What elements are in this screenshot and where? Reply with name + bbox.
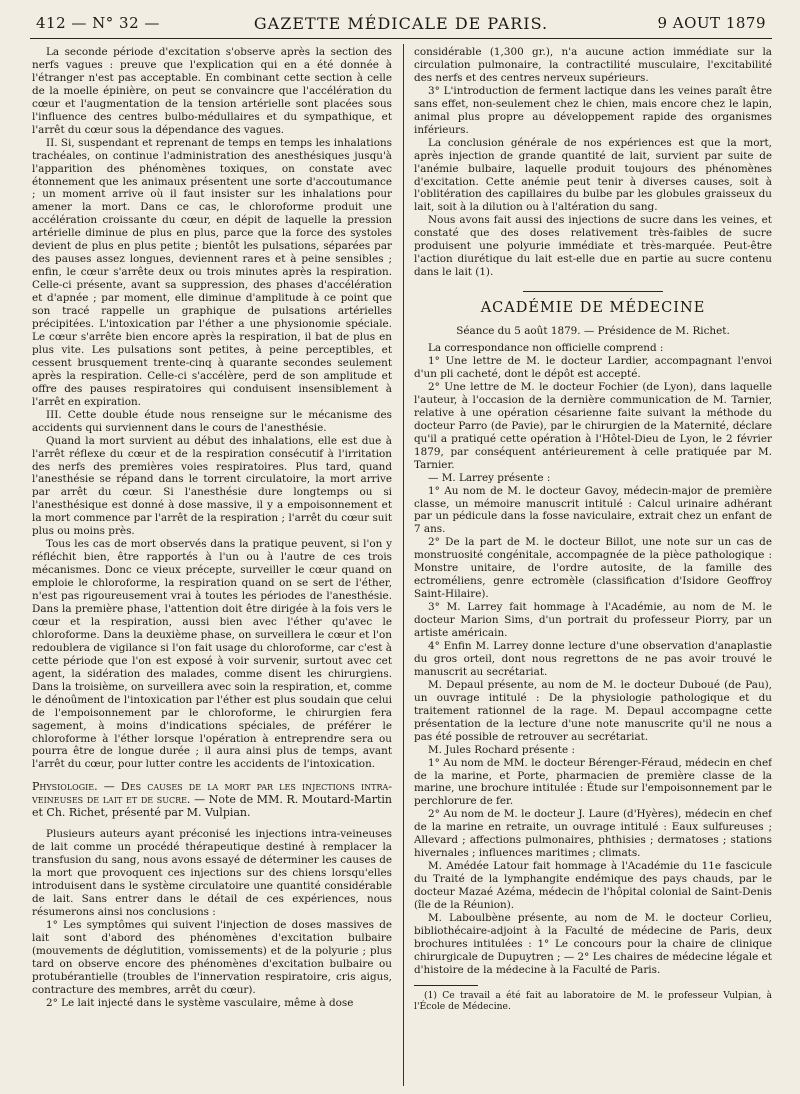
- paragraph: Tous les cas de mort observés dans la pratique peuvent, si l'on y réfléchit bien, être rapportés à l'un ou à l'autre de ces trois mécanismes. Donc ce vieux précepte, surveiller le cœur quand on emploie le chloroforme, la respiration quand on se sert de l'éther, n'est pas rigoureusement vrai à toutes les périodes de l'anesthésie. Dans la première phase, l'attention doit être dirigée à la fois vers le cœur et la respiration, aussi bien avec l'éther qu'avec le chloroforme. Dans la deuxième phase, on surveillera le cœur et l'on redoublera de vigilance si l'on fait usage du chloroforme, car c'est à cette période que l'on est exposé à voir survenir, surtout avec cet agent, la sidération des malades, comme disent les chirurgiens. Dans la troisième, on surveillera avec soin la respiration, et, comme le dénoûment de l'intoxication par l'éther est plus soudain que celui de l'empoisonnement par le chloroforme, le chirurgien fera sagement, à moins d'indications spéciales, de préférer le chloroforme à l'éther lorsque l'opération à entreprendre sera ou pourra être de longue durée ; il aura ainsi plus de temps, avant l'arrêt du cœur, pour lutter contre les accidents de l'intoxication.: [32, 538, 392, 771]
- physiology-heading: [32, 781, 392, 820]
- paragraph: La conclusion générale de nos expériences est que la mort, après injection de grande quantité de lait, survient par suite de l'anémie bulbaire, laquelle produit toujours des phénomènes d'excitation. Cette anémie peut tenir à diverses causes, soit à l'oblitération des capillaires du bulbe par les globules graisseux du lait, soit à la dilution ou à l'altération du sang.: [414, 136, 772, 214]
- paragraph: Plusieurs auteurs ayant préconisé les injections intra-veineuses de lait comme un procédé thérapeutique destiné à remplacer la transfusion du sang, nous avons essayé de déterminer les causes de la mort que provoquent ces injections sur des chiens lorsqu'elles introduisent dans le système circulatoire une quantité considérable de lait. Sans entrer dans le détail de ces expériences, nous résumerons ainsi nos conclusions :: [32, 828, 392, 918]
- paragraph: 1° Au nom de M. le docteur Gavoy, médecin-major de première classe, un mémoire manuscrit intitulé : Calcul urinaire adhérant par un pédicule dans la fosse naviculaire, extrait chez un enfant de 7 ans.: [414, 484, 772, 536]
- paragraph: M. Amédée Latour fait hommage à l'Académie du 11e fascicule du Traité de la lymphangite endémique des pays chauds, par le docteur Mazaé Azéma, médecin de l'hôpital colonial de Saint-Denis (île de la Réunion).: [414, 860, 772, 912]
- paragraph: 3° L'introduction de ferment lactique dans les veines paraît être sans effet, non-seulement chez le chien, mais encore chez le lapin, animal plus propre au développement rapide des organismes inférieurs.: [414, 84, 772, 136]
- paragraph: III. Cette double étude nous renseigne sur le mécanisme des accidents qui surviennent dans le cours de l'anesthésie.: [32, 408, 392, 434]
- footnote-rule: [414, 985, 478, 986]
- session-line: Séance du 5 août 1879. — Présidence de M. Richet.: [456, 325, 730, 338]
- section-separator: [523, 291, 663, 292]
- paragraph: M. Jules Rochard présente :: [428, 743, 575, 756]
- page-number: 412 — N° 32 —: [36, 14, 160, 32]
- paragraph: II. Si, suspendant et reprenant de temps en temps les inhalations trachéales, on continue l'administration des anesthésiques jusqu'à l'apparition des phénomènes toxiques, on constate avec étonnement que les animaux présentent une sorte d'accoutumance ; un moment arrive où il faut insister sur les inhalations pour amener la mort. Dans ce cas, le chloroforme produit une accélération croissante du cœur, en dépit de laquelle la pression artérielle diminue de plus en plus, parce que la force des systoles devient de plus en plus petite ; bientôt les pulsations, séparées par des pauses assez longues, deviennent rares et à peine sensibles ; enfin, le cœur s'arrête deux ou trois minutes après la respiration. Celle-ci présente, avant sa suppression, des phases d'accélération et d'apnée ; par moment, elle diminue d'amplitude à ce point que son tracé rappelle un graphique de pulsations artérielles précipitées. L'intoxication par l'éther a une physionomie spéciale. Le cœur s'arrête bien encore après la respiration, il bat de plus en plus vite. Les pulsations sont petites, à peine perceptibles, et cessent brusquement trente-cinq à quarante secondes seulement après la respiration. Celle-ci s'accélère, perd de son amplitude et offre des pauses respiratoires qui conduisent insensiblement à l'arrêt en expiration.: [32, 136, 392, 408]
- academy-section-title: ACADÉMIE DE MÉDECINE: [480, 300, 706, 317]
- column-divider: [403, 44, 404, 1086]
- physiology-heading-authors: — Note de MM. R. Moutard-Martin et Ch. Richet, présenté par M. Vulpian.: [32, 793, 392, 820]
- paragraph: 1° Une lettre de M. le docteur Lardier, accompagnant l'envoi d'un pli cacheté, dont le dépôt est accepté.: [414, 355, 772, 380]
- paragraph: 1° Les symptômes qui suivent l'injection de doses massives de lait sont d'abord des phénomènes d'excitation bulbaire (mouvements de déglutition, vomissements) et de la polyurie ; plus tard on observe encore des phénomènes d'excitation bulbaire ou protubérantielle (troubles de l'innervation respiratoire, cris aigus, contracture des membres, arrêt du cœur).: [32, 918, 392, 996]
- footnote: (1) Ce travail a été fait au laboratoire de M. le professeur Vulpian, à l'École de Médecine.: [414, 989, 772, 1013]
- page-header: [30, 10, 772, 39]
- physiology-heading-title: Physiologie. — Des causes de la mort par les injections intra-veineuses de lait et de sucre.: [32, 780, 392, 807]
- journal-title: GAZETTE MÉDICALE DE PARIS.: [253, 14, 549, 33]
- right-column: [414, 46, 772, 1090]
- paragraph: 2° Une lettre de M. le docteur Fochier (de Lyon), dans laquelle l'auteur, à l'occasion de la dernière communication de M. Tarnier, relative à une opération césarienne faite suivant la méthode du docteur Parro (de Pavie), par le chirurgien de la Maternité, déclare qu'il a pratiqué cette opération à l'Hôtel-Dieu de Lyon, le 2 février 1879, par conséquent antérieurement à celle pratiquée par M. Tarnier.: [414, 380, 772, 471]
- paragraph: 2° De la part de M. le docteur Billot, une note sur un cas de monstruosité congénitale, accompagnée de la pièce pathologique : Monstre unitaire, de l'ordre autosite, de la famille des ectroméliens, genre ectromèle (classification d'Isidore Geoffroy Saint-Hilaire).: [414, 536, 772, 601]
- paragraph: M. Laboulbène présente, au nom de M. le docteur Corlieu, bibliothécaire-adjoint à la Faculté de médecine de Paris, deux brochures intitulées : 1° Le concours pour la chaire de clinique chirurgicale de Dupuytren ; — 2° Les chaires de médecine légale et d'histoire de la médecine à la Faculté de Paris.: [414, 912, 772, 976]
- paragraph: 2° Le lait injecté dans le système vasculaire, même à dose: [46, 996, 354, 1009]
- paragraph: — M. Larrey présente :: [428, 471, 551, 484]
- paragraph: Quand la mort survient au début des inhalations, elle est due à l'arrêt réflexe du cœur et de la respiration consécutif à l'irritation des nerfs des premières voies respiratoires. Plus tard, quand l'anesthésie se répand dans le torrent circulatoire, la mort arrive par arrêt du cœur. Si l'anesthésie dure longtemps ou si l'anesthésique est donné à dose massive, il y a empoisonnement et la mort commence par l'arrêt de la respiration ; l'arrêt du cœur suit plus ou moins près.: [32, 434, 392, 538]
- paragraph: Nous avons fait aussi des injections de sucre dans les veines, et constaté que des doses relativement très-faibles de sucre produisent une polyurie immédiate et très-marquée. Peut-être l'action diurétique du lait est-elle due en partie au sucre contenu dans le lait (1).: [414, 214, 772, 279]
- issue-date: 9 AOUT 1879: [657, 14, 766, 32]
- paragraph: 2° Au nom de M. le docteur J. Laure (d'Hyères), médecin en chef de la marine en retraite, un ouvrage intitulé : Eaux sulfureuses ; Allevard ; affections pulmonaires, phthisies ; dermatoses ; stations hivernales ; influences maritimes ; climats.: [414, 808, 772, 860]
- left-column: [32, 46, 392, 1090]
- paragraph: considérable (1,300 gr.), n'a aucune action immédiate sur la circulation pulmonaire, la contractilité musculaire, l'excitabilité des nerfs et des centres nerveux supérieurs.: [414, 46, 772, 84]
- paragraph: La seconde période d'excitation s'observe après la section des nerfs vagues : preuve que l'explication qui en a été donnée à l'étranger n'est pas acceptable. En combinant cette section à celle de la moelle épinière, on peut se convaincre que l'accélération du cœur et l'augmentation de la tension artérielle sont placées sous l'influence des centres bulbo-médullaires et du sympathique, et l'arrêt du cœur sous la dépendance des vagues.: [32, 46, 392, 136]
- paragraph: 3° M. Larrey fait hommage à l'Académie, au nom de M. le docteur Marion Sims, d'un portrait du professeur Piorry, par un artiste américain.: [414, 601, 772, 640]
- paragraph: 1° Au nom de MM. le docteur Bérenger-Féraud, médecin en chef de la marine, et Porte, pharmacien de première classe de la marine, une brochure intitulée : Étude sur l'empoisonnement par le perchlorure de fer.: [414, 756, 772, 808]
- paragraph: M. Depaul présente, au nom de M. le docteur Duboué (de Pau), un ouvrage intitulé : De la physiologie pathologique et du traitement rationnel de la rage. M. Depaul accompagne cette présentation de la lecture d'une note manuscrite qu'il ne nous a pas été possible de retrouver au secrétariat.: [414, 678, 772, 743]
- paragraph: 4° Enfin M. Larrey donne lecture d'une observation d'anaplastie du gros orteil, dont nous regrettons de ne pas avoir trouvé le manuscrit au secrétariat.: [414, 639, 772, 678]
- paragraph: La correspondance non officielle comprend :: [428, 342, 664, 355]
